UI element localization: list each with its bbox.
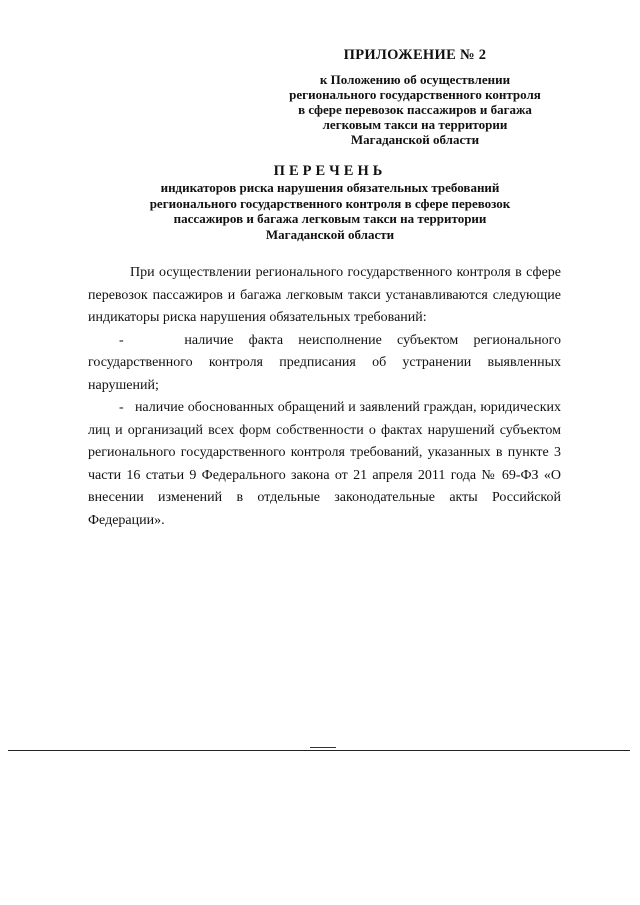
appendix-title: ПРИЛОЖЕНИЕ № 2 [343, 47, 487, 63]
list-subtitle-line: регионального государственного контроля в сфере перевозок [149, 195, 511, 211]
list-heading [100, 162, 560, 242]
separator-mark [310, 747, 336, 748]
appendix-subtitle-line: к Положению об осуществлении [319, 72, 511, 87]
list-item: - наличие факта неисполнение субъектом регионального государственного контроля предписания об устранении выявленных нарушений; [88, 332, 561, 393]
appendix-subtitle-line: Магаданской области [350, 132, 480, 147]
list-item: - наличие обоснованных обращений и заявлений граждан, юридических лиц и организаций всех форм собственности о фактах нарушений субъектом регионального государственного контроля требований, указанных в пункте 3 части 16 статьи 9 Федерального закона от 21 апреля 2011 года № 69-ФЗ «О внесении изменений в отдельные законодательные акты Российской Федерации». [88, 400, 561, 528]
appendix-subtitle-line: легковым такси на территории [322, 117, 508, 132]
appendix-subtitle-line: в сфере перевозок пассажиров и багажа [298, 102, 532, 117]
appendix-subtitle [250, 72, 580, 147]
appendix-subtitle-line: регионального государственного контроля [289, 87, 541, 102]
intro-paragraph: При осуществлении регионального государственного контроля в сфере перевозок пассажиров и багажа легковым такси устанавливаются следующие индикаторы риска нарушения обязательных требований: [88, 265, 561, 325]
list-subtitle-line: пассажиров и багажа легковым такси на территории [173, 211, 487, 226]
list-subtitle-line: Магаданской области [265, 226, 395, 242]
list-subtitle-line: индикаторов риска нарушения обязательных требований [160, 180, 500, 195]
list-subtitle [100, 180, 560, 242]
list-title: ПЕРЕЧЕНЬ [273, 163, 387, 179]
separator-line [8, 750, 630, 751]
document-body [88, 262, 561, 532]
appendix-header [250, 45, 580, 147]
